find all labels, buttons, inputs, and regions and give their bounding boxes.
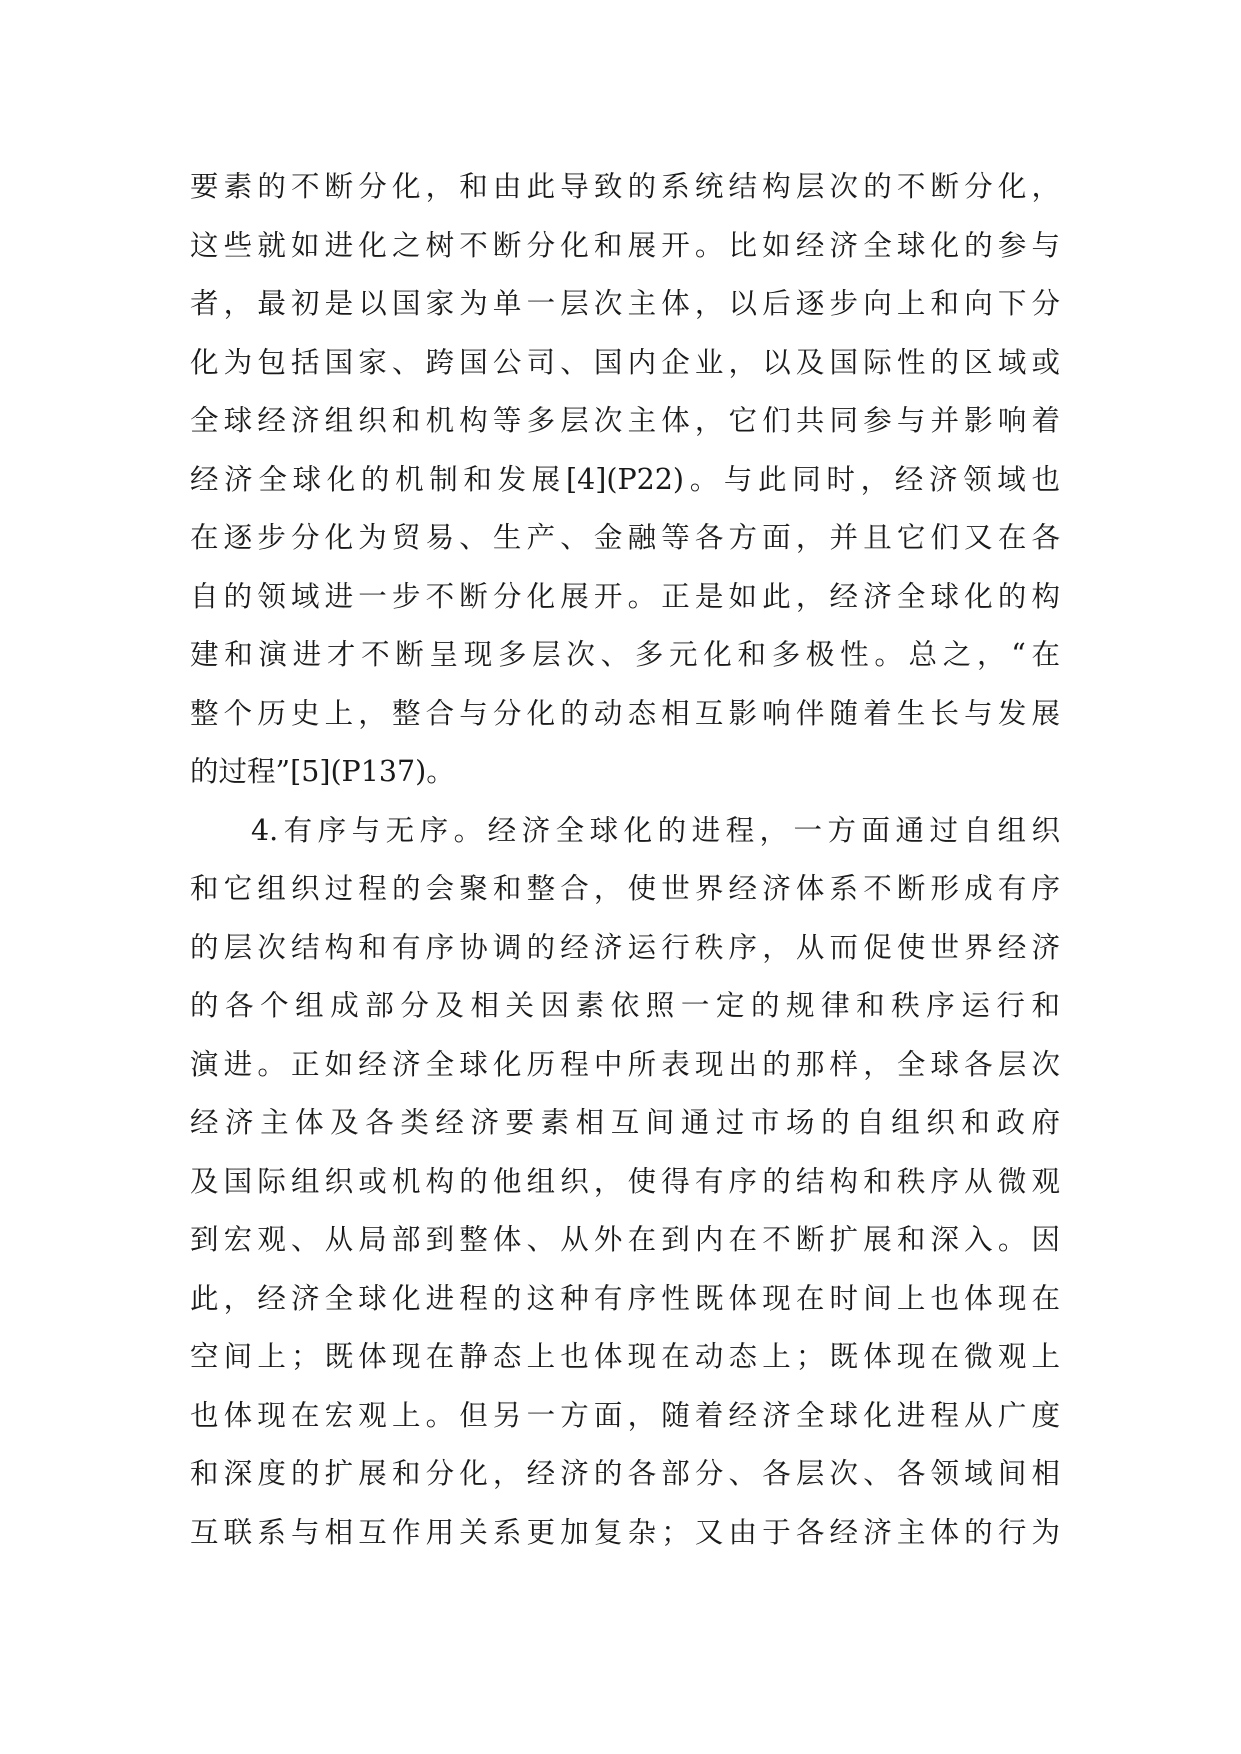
text-line: 及国际组织或机构的他组织，使得有序的结构和秩序从微观 [190,1164,1060,1198]
text-line: 自的领域进一步不断分化展开。正是如此，经济全球化的构 [190,579,1060,613]
text-line: 和它组织过程的会聚和整合，使世界经济体系不断形成有序 [190,872,1060,905]
text-line: 全球经济组织和机构等多层次主体，它们共同参与并影响着 [190,404,1060,437]
text-line: 的过程”[5](P137)。 [190,755,455,788]
text-line: 要素的不断分化，和由此导致的系统结构层次的不断分化， [190,170,1060,203]
text-line: 的各个组成部分及相关因素依照一定的规律和秩序运行和 [190,989,1060,1022]
text-line: 者，最初是以国家为单一层次主体，以后逐步向上和向下分 [190,287,1060,320]
text-line: 演进。正如经济全球化历程中所表现出的那样，全球各层次 [190,1047,1060,1081]
text-line: 这些就如进化之树不断分化和展开。比如经济全球化的参与 [190,228,1060,262]
text-line: 在逐步分化为贸易、生产、金融等各方面，并且它们又在各 [190,521,1060,554]
text-line: 经济全球化的机制和发展[4](P22)。与此同时，经济领域也 [190,462,1060,496]
text-line: 经济主体及各类经济要素相互间通过市场的自组织和政府 [190,1106,1060,1139]
text-line: 也体现在宏观上。但另一方面，随着经济全球化进程从广度 [190,1398,1060,1432]
text-line: 到宏观、从局部到整体、从外在到内在不断扩展和深入。因 [190,1223,1060,1256]
text-line: 化为包括国家、跨国公司、国内企业，以及国际性的区域或 [190,345,1060,379]
section-heading-line: 4.有序与无序。经济全球化的进程，一方面通过自组织 [251,813,1060,847]
text-line: 空间上；既体现在静态上也体现在动态上；既体现在微观上 [190,1340,1060,1373]
text-line: 的层次结构和有序协调的经济运行秩序，从而促使世界经济 [190,930,1060,964]
text-line: 建和演进才不断呈现多层次、多元化和多极性。总之，“在 [190,638,1060,671]
body-text [190,158,1060,1562]
text-line: 此，经济全球化进程的这种有序性既体现在时间上也体现在 [190,1281,1060,1315]
text-line: 整个历史上，整合与分化的动态相互影响伴随着生长与发展 [190,696,1060,730]
text-line: 互联系与相互作用关系更加复杂；又由于各经济主体的行为 [190,1515,1060,1549]
text-line: 和深度的扩展和分化，经济的各部分、各层次、各领域间相 [190,1457,1060,1490]
